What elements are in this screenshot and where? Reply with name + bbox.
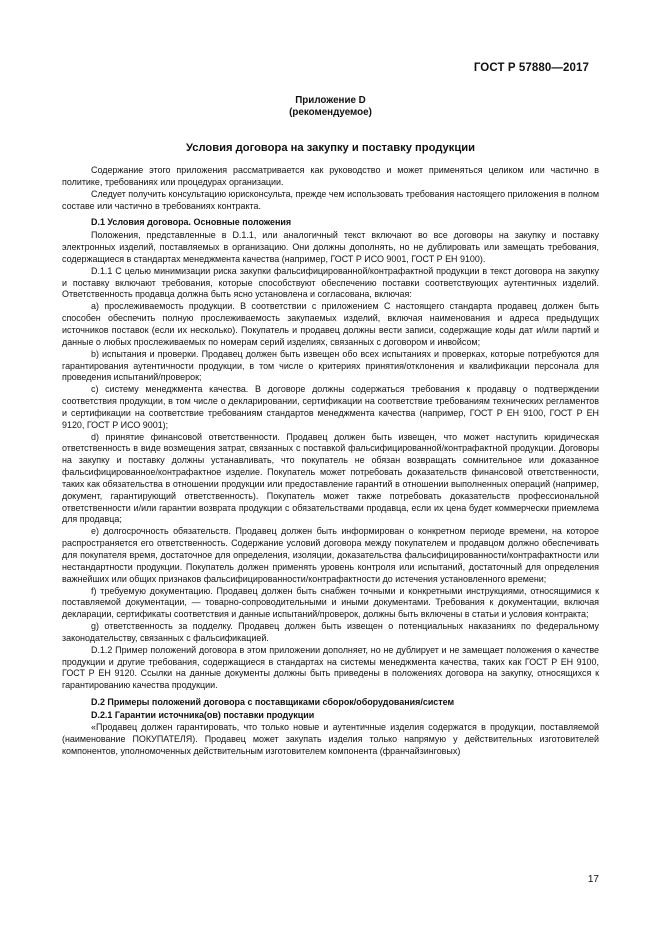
section-d2-1-heading: D.2.1 Гарантии источника(ов) поставки продукции [91,709,315,720]
appendix-title: Приложение D [295,95,366,106]
section-d2-1-paragraph: «Продавец должен гарантировать, что только новые и аутентичные изделия содержатся в продукции, поставляемой (наименование ПОКУПАТЕЛЯ). Продавец может закупать изделия только напрямую у действительных изготовителей компонентов, уполномоченных действительным изготовителем компонента (франчайзинговых) [62,721,599,756]
list-item-g: g) ответственность за подделку. Продавец должен быть извещен о потенциальных наказаниях по федеральному законодательству, связанных с фальсификацией. [62,621,599,643]
list-item-d: d) принятие финансовой ответственности. Продавец должен быть извещен, что может наступить юридическая ответственность в виде возмещения затрат, связанных с поставкой фальсифицированной/контрафактной продукции. Договоры на закупку и поставку должны устанавливать, что покупатель не обязан возвращать сомнительное или доказанное фальсифицированное/контрафактное изделие. Покупатель может потребовать доказательств финансовой ответственности, таких как обязательства в отношении продукции или предоставление гарантий в отношении выполненных операций (например, документ, гарантирующий ответственность). Покупатель может также потребовать доказательств профессиональной ответственности и/или гарантии возврата продукции с обязательствами продавца, если их цена будет коммерчески приемлема для продавца; [62,431,599,525]
section-d2-heading: D.2 Примеры положений договора с поставщиками сборок/оборудования/систем [91,697,455,708]
document-code: ГОСТ Р 57880—2017 [473,62,589,74]
page-number: 17 [587,874,599,885]
list-item-b: b) испытания и проверки. Продавец должен быть извещен обо всех испытаниях и проверках, которые потребуются для гарантирования аутентичности продукции, в том числе о критериях принятия/отклонения и квалификации персонала для проведения испытаний/проверок; [62,348,599,383]
intro-paragraph-1: Содержание этого приложения рассматривается как руководство и может применяться целиком или частично в политике, требованиях или процедурах организации. [62,165,599,187]
section-d1-2-paragraph: D.1.2 Пример положений договора в этом приложении дополняет, но не дублирует и не замещает положения о качестве продукции и другие требования, содержащиеся в стандартах на системы менеджмента качества, таких как ГОСТ Р ЕН 9100, ГОСТ Р ЕН 9120. Ссылки на данные документы должны быть приведены в положениях договора на закупку, относящихся к гарантированию качества продукции. [62,644,599,691]
section-d1-paragraph-1: Положения, представленные в D.1.1, или аналогичный текст включают во все договоры на закупку и поставку электронных изделий, поставляемых в организацию. Они должны дополнять, но не дублировать или замещать требования, содержащиеся в стандартах менеджмента качества (например, ГОСТ Р ИСО 9001, ГОСТ Р ЕН 9100). [62,230,599,264]
section-d1-1-paragraph: D.1.1 С целью минимизации риска закупки фальсифицированной/контрафактной продукции в текст договора на закупку и поставку включают требования, которые способствуют обеспечению поставки соответствующих аутентичных изделий. Ответственность продавца должна быть ясно установлена и согласована, включая: [62,265,599,300]
document-body [62,165,599,757]
page-title: Условия договора на закупку и поставку продукции [185,142,476,154]
list-item-a: а) прослеживаемость продукции. В соответствии с приложением С настоящего стандарта продавец должен быть способен обеспечить полную прослеживаемость закупаемых изделий, включая наименования и адреса предыдущих источников поставок (если их несколько). Покупатель и продавец должны вести записи, содержащие коды дат и/или партий и данные о любых прослеживаемых по номерам серий изделиях, связанных с договором и инвойсом; [62,301,599,347]
section-d1-heading: D.1 Условия договора. Основные положения [91,217,292,228]
list-item-c: с) систему менеджмента качества. В договоре должны содержаться требования к продавцу о подтверждении соответствия продукции, в том числе о декларировании, сертификации на соответствие требованиям технических регламентов и сертификации на соответствие требованиям стандартов менеджмента качества (например, ГОСТ Р ЕН 9100, ГОСТ Р ЕН 9120, ГОСТ Р ИСО 9001); [62,384,599,430]
list-item-f: f) требуемую документацию. Продавец должен быть снабжен точными и конкретными инструкциями, относящимися к поставляемой документации, — товарно-сопроводительными и иными документами. Требования к документации, включая декларации, сертификаты соответствия и данные испытаний/проверок, должны быть включены в статьи и условия контракта; [62,585,599,620]
appendix-heading [0,95,661,119]
list-item-e: е) долгосрочность обязательств. Продавец должен быть информирован о конкретном периоде времени, на которое распространяется его ответственность. Содержание условий договора между покупателем и продавцом должно обеспечивать для покупателя время, достаточное для определения, изоляции, доказательства фальсифицированности/контрафактности или нестандартности продукции. Покупатель должен применять уровень контроля или испытаний, достаточный для определения важнейших или общих признаков фальсифицированности/контрафактности до истечения установленного времени; [62,526,599,584]
appendix-subtitle: (рекомендуемое) [289,107,372,118]
intro-paragraph-2: Следует получить консультацию юрисконсульта, прежде чем использовать требования настоящего приложения в полном составе или частично в требованиях контракта. [62,188,599,211]
